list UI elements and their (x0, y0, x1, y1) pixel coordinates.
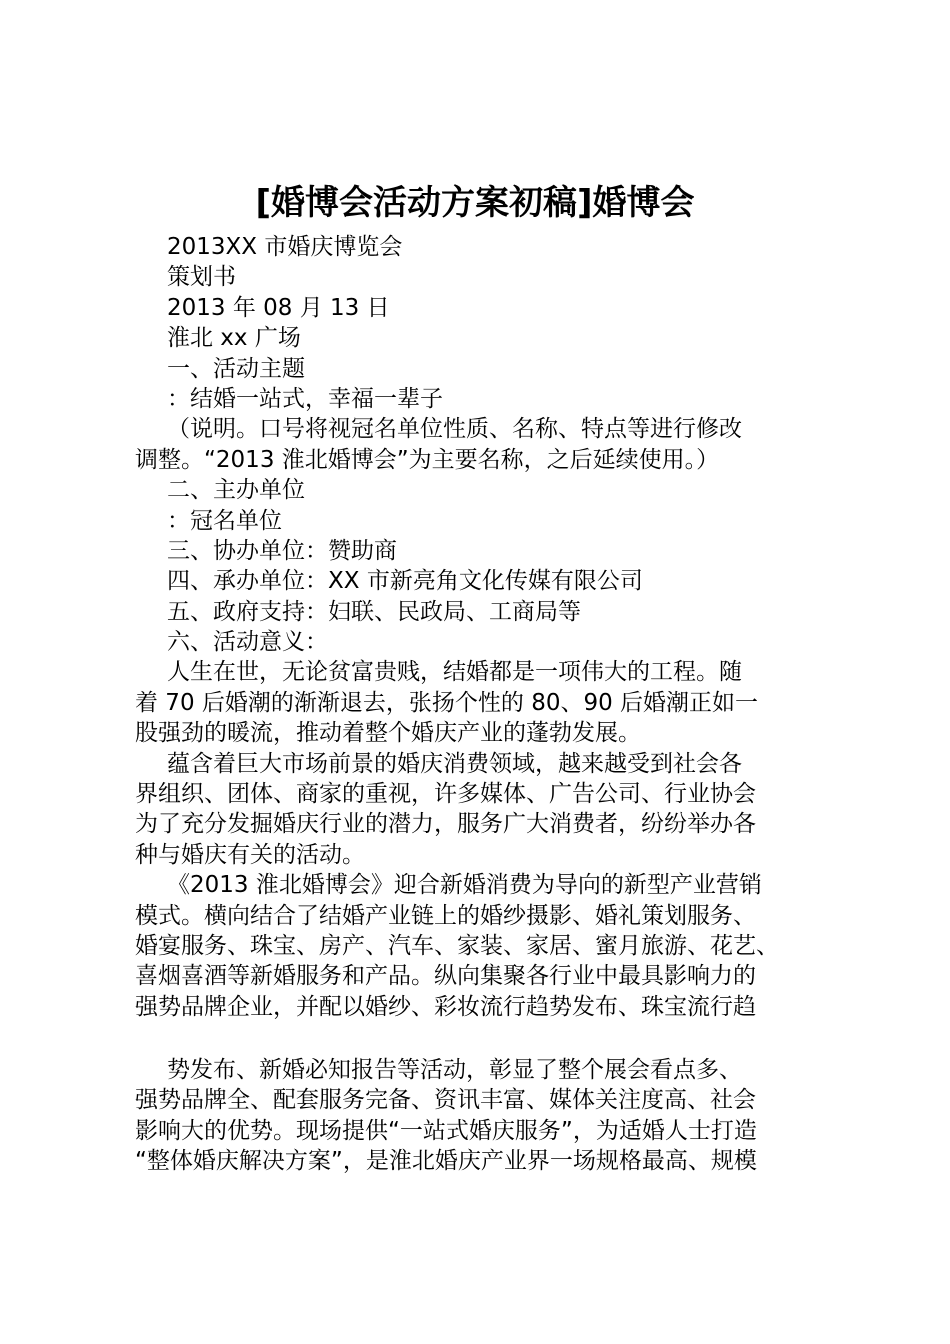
text-line: 人生在世，无论贫富贵贱，结婚都是一项伟大的工程。随 (167, 659, 742, 686)
text-line: 五、政府支持：妇联、民政局、工商局等 (167, 598, 581, 625)
text-line: 四、承办单位：XX 市新亮角文化传媒有限公司 (167, 568, 643, 595)
text-line: 三、协办单位：赞助商 (167, 537, 397, 564)
text-line: 六、活动意义： (167, 629, 328, 656)
text-line: 蕴含着巨大市场前景的婚庆消费领域，越来越受到社会各 (167, 750, 742, 777)
document-body-part1 (135, 232, 835, 1022)
text-line: 强势品牌全、配套服务完备、资讯丰富、媒体关注度高、社会 (135, 1087, 756, 1114)
text-line: 为了充分发掘婚庆行业的潜力，服务广大消费者，纷纷举办各 (135, 811, 756, 838)
text-line: 界组织、团体、商家的重视，许多媒体、广告公司、行业协会 (135, 781, 756, 808)
text-line: 二、主办单位 (167, 477, 305, 504)
text-line: 势发布、新婚必知报告等活动，彰显了整个展会看点多、 (167, 1057, 742, 1083)
text-line: ：冠名单位 (167, 507, 282, 534)
document-body-part2 (135, 1055, 835, 1177)
text-line: 种与婚庆有关的活动。 (135, 841, 365, 868)
text-line: 强势品牌企业，并配以婚纱、彩妆流行趋势发布、珠宝流行趋 (135, 993, 756, 1020)
text-line: 2013 年 08 月 13 日 (167, 294, 390, 321)
text-line: 股强劲的暖流，推动着整个婚庆产业的蓬勃发展。 (135, 720, 641, 747)
text-line: 淮北 xx 广场 (167, 325, 301, 352)
text-line: （说明。口号将视冠名单位性质、名称、特点等进行修改 (167, 416, 742, 443)
text-line: ：结婚一站式，幸福一辈子 (167, 385, 443, 412)
text-line: 调整。“2013 淮北婚博会”为主要名称，之后延续使用。） (135, 446, 720, 473)
text-line: 影响大的优势。现场提供“一站式婚庆服务”，为适婚人士打造 (135, 1117, 757, 1144)
text-line: 模式。横向结合了结婚产业链上的婚纱摄影、婚礼策划服务、 (135, 902, 756, 929)
text-line: 着 70 后婚潮的渐渐退去，张扬个性的 80、90 后婚潮正如一 (135, 689, 759, 716)
document-title: [婚博会活动方案初稿]婚博会 (255, 183, 695, 223)
text-line: 喜烟喜酒等新婚服务和产品。纵向集聚各行业中最具影响力的 (135, 963, 756, 990)
text-line: 一、活动主题 (167, 355, 305, 382)
text-line: 《2013 淮北婚博会》迎合新婚消费为导向的新型产业营销 (167, 872, 762, 899)
text-line: 婚宴服务、珠宝、房产、汽车、家装、家居、蜜月旅游、花艺、 (135, 932, 779, 959)
text-line: 策划书 (167, 264, 236, 291)
text-line: 2013XX 市婚庆博览会 (167, 234, 403, 260)
text-line: “整体婚庆解决方案”，是淮北婚庆产业界一场规格最高、规模 (135, 1148, 757, 1175)
